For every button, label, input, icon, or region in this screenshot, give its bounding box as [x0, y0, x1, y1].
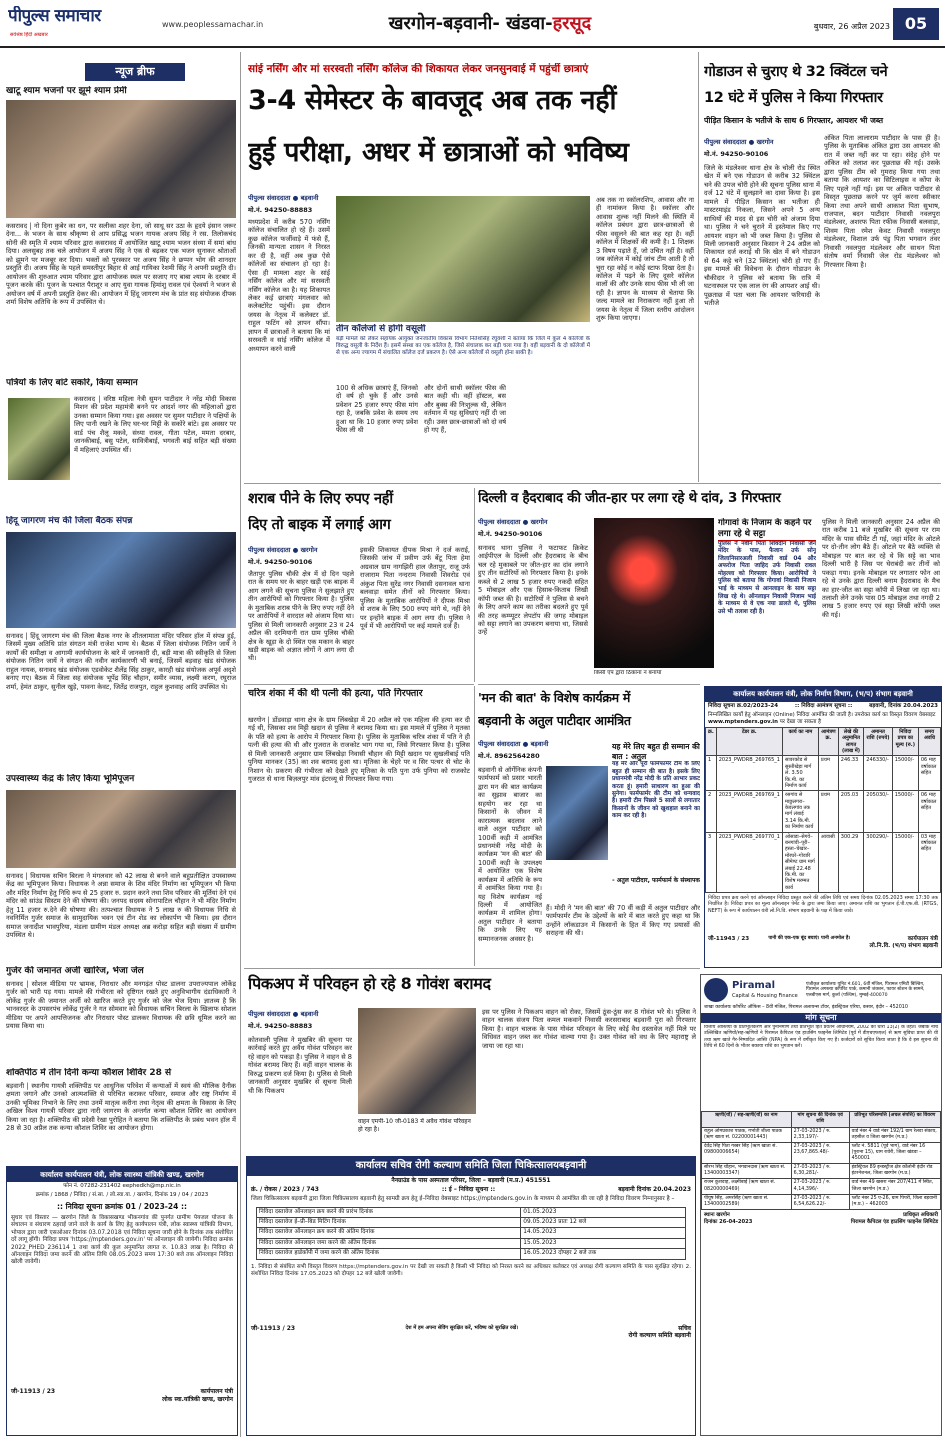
rks-tender-notice [246, 1156, 696, 1436]
theft-subhead: पीड़ित किसान के भतीजे के साथ 6 गिरफ्तार, आयशर भी जब्त [704, 116, 884, 125]
rks-schedule-row [256, 1249, 685, 1259]
pwd-site[interactable]: www.mptenders.gov.in [708, 718, 778, 725]
lead-col-2: 100 से अधिक छात्राएं हैं, जिनको दो वर्ष हो चुके हैं और उनसे प्रवेशन 25 हजार रुपए फीस मांग रहा है, जबकि प्रवेश के समय तय हुआ था कि 10 हजार रुपए प्रवेश फीस ली थी [336, 384, 418, 435]
brief-5-title: गुर्जर की जमानत अर्जी खारिज, भेजा जेल [6, 966, 144, 976]
betting-col-1: सनावद थाना पुलिस ने फटाफट क्रिकेट आईपीएल के दिल्ली और हैदराबाद के बीच चल रहे मुकाबले पर जीत-हार का दांव लगाने हुए तीन सटोरियों को गिरफ्तार किया है। इनके कब्जे से 2 लाख 5 हजार रुपए नकदी सहित 5 मोबाइल और एक हिसाब-किताब लिखी कॉपी जब्त की है। सटोरियों ने पुलिस से बचने के लिए अपने काम का तरीका बदलते हुए पूर्व की तरह कम्प्यूटर लेपटॉप की जगह मोबाइल को सट्टा लगाने का उपकरण बनाया था, जिससे उन्हें [478, 544, 588, 637]
rks-schedule-label: निविदा दस्तावेज ऑनलाइन जमा करने की अंतिम दिनांक [256, 1238, 520, 1248]
pwd-footer-note: पानी की एक-एक बूंद बचाएं। पानी अनमोल है। [768, 936, 851, 942]
rks-schedule-label: निविदा दस्तावेज ऑनलाइन क्रय करने की अंतिम दिनांक [256, 1228, 520, 1238]
pwd-footer-ref: जी-11943 / 23 [708, 936, 750, 943]
phed-tender-title: :: निविदा सूचना क्रमांक 01 / 2023-24 :: [57, 1202, 187, 1212]
lead-col-4: अब तक ना स्कॉलरशिप, आवास और ना ही नामांकन किया है। स्कॉलर और आवास शुल्क नहीं मिलने की स्थिति में कॉलेज प्रबंधन द्वारा छात्र-छात्राओं से फीस वसूलने की बात कह रहा है। वहीं कॉलेज में शिक्षकों की कमी है। 1 शिक्षक 3 विषय पढ़ाते हैं, जो उचित नहीं है। वहीं जब कॉलेज में कोई जांच टीम आती है तो चुरा रहा कोई न कोई स्टाफ दिखा देता है। कॉलेज में पढ़ने के लिए दूसरे कॉलेज वालों की और उनके साथ फीस भी ली जा रही है। ज्ञापन के माध्यम से चेताया कि जल्द मामले का निराकरण नहीं हुआ तो जयस के नेतृत्व में जिला स्तरीय आंदोलन शुरू किया जाएगा। [596, 196, 694, 323]
pwd-cell-fee: 15000/- [892, 791, 918, 832]
suman-patidar-photo [8, 398, 70, 480]
pwd-date: बड़वानी, दिनांक 20.04.2023 [869, 702, 938, 709]
rks-schedule-row [256, 1207, 685, 1217]
piramal-table-header-cell: प्रतिभूत परिसम्पत्ति (अचल संपत्ति) का विवरण [849, 1112, 940, 1127]
pwd-cell-period: 06 माह वर्षाकाल सहित [918, 756, 940, 791]
theft-phone: मो.नं. 94250-90106 [704, 150, 769, 158]
rks-refline [247, 1185, 695, 1195]
pwd-cell-period: 03 माह वर्षाकाल सहित [918, 832, 940, 893]
theft-col-2: अंकित पिता लालाराम पाटीदार के पास ही है। पुलिस के मुताबिक अंकित द्वारा उस आयशर की रात में जब्त नहीं कर पा रहा। संदेह होने पर अंकित को तलाश कर पूछताछ की गई। उसके द्वारा पुलिस टीम को गुमराह किया गया तथा बताया कि आयशर का सिटिलाइस व कोंपा के लिए पहले नहीं गई। इस पर अंकित पाटीदार से विस्तृत पूछताछ करने पर जुर्म करना स्वीकार किया तथा अपने साथी आकाश पिता सुभाष, राजपाल, बदन पाटीदार निवासी नवलपुरा मंडलेश्वर, अशरफ पिता रफीक निवासी बलवाड़ा, शिवम पिता रमेश केवट निवासी नवलपुरा मंडलेश्वर, विशाल उर्फ पंडु पिता भगवान तंवर निवासी नवलपुरा मंडलेश्वर और साथन पिता संतोष वर्मा निवासी जेल रोड मंडलेश्वर को गिरफ्तार किया है। [824, 134, 940, 269]
mann-phone: मो.नं. 8962564280 [478, 752, 540, 760]
piramal-cell-property: प्लॉट नंबर 25 ए-26, ग्राम पिपरी, जिला बड़वानी (म.प्र.) – 462003 [849, 1194, 940, 1209]
theft-byline: पीपुल्स संवाददाता ● खरगोन [704, 138, 774, 146]
pwd-cell-name: ओसाडा–सेगवे–बनगांवी–पूरी–हस्ता–चेखार–मोरघरे–गोवारि सीमेण्ट ग्राम मार्ग लंबाई 22.48 कि.मी. का विशेष मरम्मत कार्य [782, 832, 818, 893]
pwd-cell-emd: 205030/- [864, 791, 892, 832]
betting-byline: पीपुल्स संवाददाता ● खरगोन [478, 518, 548, 526]
rks-schedule-label: निविदा दस्तावेज ऑनलाइन क्रय करने की प्रारंभ दिनांक [256, 1207, 520, 1217]
rks-notes: 1. निविदा से संबंधित सभी विस्तृत विवरण https://mptenders.gov.in पर देखी जा सकती है किसी भी निविदा को निरस्त करने का अधिकार कलेक्टर एवं अध्यक्ष रोगी कल्याण समिति के पास सुरक्षित रहेगा। 2. संशोधित निविदा दिनांक 17.05.2023 को दोपहर 12 बजे खोली जावेगी। [251, 1263, 691, 1277]
piramal-brand-sub: Capital & Housing Finance [732, 993, 798, 1000]
rks-schedule-label: निविदा दस्तावेज ई–प्री–बिड मिटिंग दिनांक [256, 1217, 520, 1227]
pickup-byline: पीपुल्स संवाददाता ● बड़वानी [248, 1010, 319, 1018]
piramal-cell-demand: 27-03-2023 / रु. 6,30,281/- [791, 1164, 849, 1179]
atul-patidar-photo [546, 766, 608, 860]
betting-headline: दिल्ली व हैदराबाद की जीत-हार पर लगा रहे थे दांव, 3 गिरफ्तार [478, 490, 781, 506]
piramal-cell-demand: 27-03-2023 / रु. 6,54,626.22/- [791, 1194, 849, 1209]
brief-4-body: सनावद | विधायक सचिन बिरला ने मंगलवार को 42 लाख से बनने वाले बहुप्रतीक्षित उपस्वास्थ्य केंद्र का भूमिपूजन किया। विधायक ने अन्ना समाज के शिव मंदिर निर्माण का भूमिपूजन भी किया और मंदिर निर्माण हेतु निधि रूप से 25 हजार रु. प्रदान करने तथा शिव परिवार की मूर्तियां देने एवं मंदिर को सांउंड सिस्टम देने की घोषणा की। जनपद सदस्य सोनापाटिल चौहान ने भी मंदिर निर्माण हेतु 11 हजार रु.देने की घोषणा की। तत्पश्चात विधायक ने 5 लाख रु की विधायक निधि से नवनिर्मित गुर्जर समाज के सामुदायिक भवन एवं टीन शेड का लोकार्पण भी किया। इस दौरान समाज जनादीश भावपुरिया, मंडला ग्रामीण मंडल अध्यक्ष अब्र करोड़ा सहित बड़ी संख्या में ग्रामीण उपस्थित थे। [6, 872, 236, 940]
pwd-intro-text: निम्नलिखित कार्यों हेतु ऑनलाइन (Online) निविदा आमंत्रित की जाती है। उपरोक्त कार्य का विस्तृत विवरण वेबसाइट [708, 711, 936, 718]
pwd-cell-no: 3 [706, 832, 717, 893]
column-rule [474, 686, 475, 966]
piramal-address: पंजीकृत कार्यालयः यूनिट नं.601, 6वीं मंजिल, पिरामल एमिटी बिल्डिंग, पिरामल अगस्त्या कॉर्पोरेट पार्क, कमानी जंक्शन, फायर स्टेशन के सामने, एलबीएस मार्ग, कुर्ला (पश्चिम), मुम्बई-400070 [806, 981, 925, 998]
mann-headline-line1: 'मन की बात' के विशेष कार्यक्रम में [478, 690, 631, 705]
rks-footer-note: देश में हम अपना सेविंग सुरक्षित करें, भविष्य को सुरक्षित रखें। [405, 1324, 519, 1331]
section-rule [478, 684, 700, 685]
section-rule [244, 968, 700, 969]
bike-col-1: जैतापुर पुलिस चौकी क्षेत्र में दो दिन पहले रात के समय घर के बाहर खड़ी एक बाइक में आग लगने की सूचना पुलिस ने सुलझाते हुए तीन आरोपियों को गिरफ्तार किया है। पुलिस के मुताबिक शराब पीने के लिए रुपए नहीं देने पर आरोपियों ने वारदात को अंजाम दिया था। पुलिस से मिली जानकारी अनुसार 23 व 24 अप्रैल की दरमियानी रात ग्राम पुलिस चौकी क्षेत्र के खूड़ा के दो स्थित एक मकान के बाहर खड़ी बाइक को अज्ञात लोगों ने आग लगा दी थी। [248, 570, 354, 663]
pwd-table-header-cell: निविदा प्रपत्र का मूल्य (रु.) [892, 727, 918, 756]
piramal-body: वित्तीय आस्तियों के प्रतिभूतिकरण और पुनर्निर्माण तथा प्रतिभूति हित प्रवर्तन अधिनियम, 2002 की धारा 13(2) के तहत। जबकि नीचे उल्लिखित ऋणियों/सह-ऋणियों ने पिरामल कैपिटल एंड हाउसिंग फाइनेंस लिमिटेड (पूर्व में डीएचएफएल) से ऋण सुविधा प्राप्त की थी तथा ऋण खाते गैर-निष्पादित आस्ति (NPA) के रूप में वर्गीकृत किए गए हैं। कर्जदारों को सूचित किया जाता है कि वे इस सूचना की तिथि से 60 दिनों के भीतर बकाया राशि का भुगतान करें। [704, 1025, 938, 1049]
rks-schedule-value: 01.05.2023 [521, 1207, 686, 1217]
pwd-tender-head: कार्यालय कार्यपालन यंत्री, लोक निर्माण विभाग, (भ/प) संभाग बड़वानी [705, 687, 941, 702]
bhajan-photo [6, 100, 236, 218]
rks-intro: जिला चिकित्सालय बड़वानी द्वारा जिला चिकित्सालय बड़वानी हेतु सामग्री क्रय हेतु ई–निविदा वेबसाइट https://mptenders.gov.in के माध्यम से आमंत्रित की जा रही है निविदा विवरण निम्नानुसार है – [251, 1196, 675, 1203]
mann-quote-head: यह मेरे लिए बहुत ही सम्मान की बात : अतुल [612, 742, 700, 761]
phed-tender-ref: क्रमांक / 1868 / निविदा / सं.सा. / लो.स्वा.या. / खरगोन, दिनांक 19 / 04 / 2023 [35, 1192, 209, 1199]
pwd-cell-name: सावरकोड से सुस्तीखेड़ा मार्ग लं. 3.50 कि.मी. का निर्माण कार्य [782, 756, 818, 791]
piramal-notice-title: मांग सूचना [701, 1013, 941, 1023]
pwd-intro [705, 711, 941, 727]
pickup-col-2: इस पर पुलिस ने पिकअप वाहन को रोका, जिसमें ठूंस-ठूंस कर 8 गोवंश भरे थे। पुलिस ने वाहन चालक संजय पिता कमल मकवाने निवासी करसराबाद बड़वानी पुरा को गिरफ्तार किया है। वाहन चालक के पास गोवंश परिवहन के लिए कोई वैध दस्तावेज नहीं मिले पर विधिवत वाहन जब्त कर गोवंश वाल्मा गया है। उक्त गोवंश को वध के लिए महाराष्ट्र ले जाया जा रहा था। [482, 1008, 696, 1050]
bike-col-2: इसकी शिकायत दीपक मिश्रा ने दर्ज कराई, जिसकी जांच में प्रवीण उर्फ बेंटू पिता हेमा अग्रवाल ग्राम नागझिरी हाल जैतापुर, राजू उर्फ राजाराम पिता नन्दराम निवासी शिवरोड एवं अंकुश पिता सुरेंद्र नगर निवासी दसनावल थाना बलवाड़ा समेत तीनों को गिरफ्तार किया। पुलिस के मुताबिक आरोपियों ने दीपक मिश्रा से शराब के लिए 500 रुपए मांगे थे, नहीं देने पर इन्होंने बाइक में आग लगा दी। पुलिस ने पूर्व में भी आरोपियों पर कई मामले दर्ज हैं। [360, 546, 470, 630]
pwd-table-header-cell: कार्य का नाम [782, 727, 818, 756]
piramal-cell-names: राजन कुशवाह, लक्ष्मीबाई (ऋण खाता सं. 08200000469) [702, 1179, 792, 1194]
pwd-cell-fee: 15000/- [892, 756, 918, 791]
brief-1-head [6, 86, 236, 100]
pwd-table-header-cell: टेंडर क्र. [716, 727, 782, 756]
pwd-table-row [706, 791, 941, 832]
piramal-signer-office: पिरामल कैपिटल एंड हाउसिंग फाइनेंस लिमिटेड [850, 1218, 938, 1225]
rks-schedule-value: 09.05.2023 प्रातः 12 बजे [521, 1217, 686, 1227]
piramal-table-row [702, 1142, 941, 1163]
piramal-table-row [702, 1194, 941, 1209]
brand-logo: पीपुल्स समाचार [8, 6, 101, 26]
students-photo [336, 196, 590, 322]
pwd-cell-fee: 15000/- [892, 832, 918, 893]
lead-col-3: और दोनों साथी स्कॉलर फीस की बात कही थी। वहीं हॉस्टल, बस और बुक्स की निःशुल्क थी, लेकिन वर्तमान में यह सुविधाएं नहीं दी जा रही। उक्त छात्र-छात्राओं को दो वर्ष हो गए हैं, [424, 384, 506, 435]
piramal-cell-property: वार्ड नंबर 4 वार्ड नंबर 192/1 ग्राम रेलवा संकाय, तहसील व जिला खरगोन (म.प्र.) [849, 1127, 940, 1142]
piramal-table-header-row [702, 1112, 941, 1127]
piramal-cell-property: प्लॉट नं. 5811 (पूर्व भाग), वार्ड नंबर 16 (पुराना 15), ग्राम रावेरी, जिला खंडवा – 450001 [849, 1142, 940, 1163]
betting-sidebar-body: पुलिस ने नवीन पिता शिवदीन निवासी जैन मंदिर के पास, फैजान उर्फ सोनू जिलानिसारअली निवासी वार्ड 04 और अफरोज पिता जाहिद उर्फ निवासी रावल मोहल्ला को गिरफ्तार किया। आरोपियों ने पुलिस को बताया कि गोगावां निवासी निजाम भाई के माध्यम से आनलाइन के साथ सट्टा लिख रहे थे। ऑनलाइन निवासी निजाम भाई के माध्यम से वे एक नया डालते थे, पुलिस उसे भी तलाश रही है। [718, 540, 816, 615]
betting-photo-caption: किसी एप द्वारा ठिकाना न बनाया [594, 670, 662, 676]
lead-headline-line1: 3-4 सेमेस्टर के बावजूद अब तक नहीं [248, 85, 617, 116]
rks-schedule-row [256, 1238, 685, 1248]
pwd-table-header-cell: लेखे की अनुमानित लागत (लाख में) [838, 727, 863, 756]
murder-title: चरित्र शंका में की थी पत्नी की हत्या, पति गिरफ्तार [248, 688, 423, 699]
cricket-betting-photo [594, 518, 714, 668]
brief-3-title: हिंदू जागरण मंच की जिला बैठक संपन्न [6, 516, 133, 526]
betting-sidebar-head: गोगावां के निजाम के कहने पर लगा रहे थे सट्टा [718, 518, 816, 541]
bike-headline-line1: शराब पीने के लिए रुपए नहीं [248, 491, 393, 507]
phed-tender-body: सुधार एवं विस्तार — खरगोन जिले के विकासखण्ड भीकनगांव की पुनर्गत ग्रामीण पेयजल योजना के संचालन व संधारण ठहराई जाने वाले के कार्य के लिए हेतु कार्यपालन यंत्री, लोक स्वास्थ्य यांत्रिकी विभाग, भोपाल द्वारा जारी एसओआर दिनांक 03.07.2018 एवं निविदा सूचना जारी होने के दिनांक तक संशोधित दरें लागू होंगी। निविदा प्रपत्र 'https://mptenders.gov.in' पर ऑनलाइन की जायेगी। निविदा क्रमांक 2022_PHED_236114_1 तथा कार्य की कुल अनुमानित लागत रु. 10.83 लाख है। निविदा से ऑनलाइन निविदा जमा करने की अंतिम तिथि 08.05.2023 समय 17:30 बजे तक ऑनलाइन निविदा खोली जावेगी। [11, 1214, 233, 1266]
pwd-table-header-cell: क्र. [706, 727, 717, 756]
pwd-title: :: निविदा आमंत्रण सूचना :: [794, 702, 853, 709]
piramal-brand-name: Piramal [732, 980, 776, 992]
piramal-cell-names: राहुल ओमप्रकाश पाठक, गर्भाती शीला पाठक (ऋण खाता सं. 02200001443) [702, 1127, 792, 1142]
piramal-table [701, 1111, 941, 1210]
brand-url[interactable]: www.peoplessamachar.in [162, 20, 264, 29]
section-rule [244, 684, 474, 685]
piramal-signer [851, 1212, 938, 1225]
masthead [0, 0, 945, 48]
piramal-cell-demand: 27-03-2023 / रु. 2,33,197/- [791, 1127, 849, 1142]
pwd-cell-code: आवासी [818, 832, 838, 893]
pwd-cell-tender: 2023_PWDRB_269769_1 [716, 791, 782, 832]
page-number: 05 [893, 8, 939, 40]
pwd-table-header-row [706, 727, 941, 756]
piramal-table-row [702, 1164, 941, 1179]
brief-6-body: बड़वानी | स्थानीय गायत्री शक्तिपीठ पर आधुनिक परिवेश में कन्याओं में स्वयं की मौलिक दैनीक क्षमता जगाने और उनको आत्मशक्ति से परिचित कराकर परिवार, समाज और राष्ट्र निर्माण में उनकी भूमिका निभाने के लिए तथा उनमें मातृत्व करीना तथा नेतृत्व की क्षमता के विकास के लिए अखिल विश्व गायत्री परिवार द्वारा नारी जागरण के अन्तर्गत कन्या कौशल शिविर का आयोजन किया जा रहा है। शक्तिपीठ की प्रदेसी रेखा पुरोहित ने बताया कि शक्तिपीठ के प्रबंध भवन हॉल में 28 से 30 अप्रैल तक कन्या कौशल शिविर का आयोजन होगा। [6, 1082, 236, 1133]
piramal-table-header-cell: ऋणी(यों) / सह-ऋणी(यों) का नाम [702, 1112, 792, 1127]
pwd-signer-office: लो.नि.वि. (भ/प) संभाग बड़वानी [869, 943, 938, 950]
mann-byline: पीपुल्स संवाददाता ● बड़वानी [478, 740, 549, 748]
pwd-table-header-cell: समय अवधि [918, 727, 940, 756]
piramal-cell-names: सौरभ सिंह चौहान, भगवानदास (ऋण खाता सं. 13400003347) [702, 1164, 792, 1179]
brief-4-title: उपस्वास्थ्य केंद्र के लिए किया भूमिपूजन [6, 774, 135, 784]
mann-headline-line2: बड़वानी के अतुल पाटीदार आमंत्रित [478, 713, 631, 728]
phed-signer-office: लोक स्वा.यांत्रिकी खण्ड, खरगोन [162, 1395, 233, 1403]
piramal-cell-property: इंडस्ट्रियल 89 इन्डस्ट्रीज क्षेत्र कॉलोनी इंदौर रोड इंटरनेशनल, जिला खरगोन (म.प्र.) [849, 1164, 940, 1179]
lead-col-1: मध्यप्रदेश में करीब 570 नर्सिंग कॉलेज संचालित हो रहे हैं। उसमें कुछ कॉलेज फर्जीवाड़े में फंसे हैं, जिनकी मान्यता शासन ने निरस्त कर दी है, वहीं अब कुछ ऐसे कॉलेजों का संचालन हो रहा है। ऐसा ही मामला शहर के सांई नर्सिंग कॉलेज और मां सरस्वती नर्सिंग कॉलेज का है। यह शिकायत लेकर कई छात्राएं मंगलवार को कलेक्टोरेट पहुंचीं। इस दौरान जयस के नेतृत्व में कलेक्टर डॉ. राहुल फटिंग को ज्ञापन सौंपा। ज्ञापन में छात्राओं ने बताया कि मां सरस्वती व सांई नर्सिंग कॉलेज में अध्यापन करने वाली [248, 218, 330, 353]
pwd-cell-cost: 246.33 [838, 756, 863, 791]
piramal-table-row [702, 1179, 941, 1194]
pwd-table-header-cell: अमानत राशि (रुपये) [864, 727, 892, 756]
rks-signer [628, 1325, 691, 1340]
column-rule [474, 488, 475, 682]
pwd-tender-table [705, 727, 941, 893]
phed-signer-title: कार्यपालन यंत्री [200, 1387, 233, 1395]
piramal-footer [701, 1210, 941, 1227]
rks-schedule-label: निविदा दस्तावेज हार्डकॉपी में जमा करने की अंतिम दिनांक [256, 1249, 520, 1259]
bike-headline-line2: दिए तो बाइक में लगाई आग [248, 517, 391, 533]
pwd-cell-code: प्रथम [818, 756, 838, 791]
lead-photo-caption [336, 324, 590, 380]
rks-ref: क्रं. / रोकस / 2023 / 743 [251, 1186, 319, 1194]
pwd-tender-refline [705, 702, 941, 711]
pwd-site-suffix: पर देखा जा सकता है [779, 718, 822, 725]
pwd-table-row [706, 756, 941, 791]
lead-caption-body: बड़ी मामले को लेकर सहायक आयुक्त जनजातीय विकास विभाग नितेशसिंह रघुवंशी ने बताया कि जिले में कुल 4 कॉलेजों के विरुद्ध वसूली के निर्देश हैं। इसमें संस्था का एक कॉलेज है, जिसे संचालक कर बड़ी चला गया है। वहीं बड़वानी के दो कॉलेजों में से एक अन्य ज्यागम में संचालित कॉलेज दर्ज प्रकरण है। ऐसे अन्य कॉलेजों से वसूली होना बाकी है। [336, 335, 590, 356]
brief-1-body: कसरावद | नो दिना कुबेर का धन, पर सलीका शहर देना, जो साधू सर उठा के हृदये इंसान जरूर देना... के भजन के साथ श्रीकृष्ण से आप प्रसिद्ध भजन गायक अजय सिंह ने रस. तिलोकचंद सोनी की स्मृति में श्याम परिवार द्वारा कसरावद में आयोजित खाटू श्याम भजन संध्या में समां बांध दिया। अलसुबह तक चले आयोजन में अजय सिंह ने एक से बढ़कर एक भजन सुनाकर श्रोताओं को झूमने पर मजबूर कर दिया। भक्तों को पुरस्कार पर अजय सिंह ने छप्पन भोग की शानदार प्रस्तुति दी। अजय सिंह के पहले समस्तीपुर बिहार से आई गायिका रेशमी सिंह ने अपनी प्रस्तुति दी। आयोजन की शुरुआत श्याम परिवार द्वारा आयोजक स्थल पर सजाए गए बाबा श्याम के दरबार में पूजन करके की। पूजन के पश्चात पैराशूर व आए युवा गायक हिमांशु रावल एवं ऐश्वर्या ने भजन से अयोजन वर्ष में अपनी प्रस्तुति देकर की। आयोजन में हिंदू जागरण मंच के प्रांत सह संयोजक दीपक शर्मा विशेष अतिथि के रूप में उपस्थित थे। [6, 222, 236, 306]
column-rule [240, 52, 241, 1437]
lead-phone: मो.नं. 94250-88883 [248, 206, 313, 214]
lead-byline: पीपुल्स संवाददाता ● बड़वानी [248, 194, 319, 202]
rks-address: नैनग्राउंड के पास अस्पताल परिसर, जिला – बड़वानी (म.प्र.) 451551 [391, 1176, 551, 1184]
piramal-cell-demand: 27-03-2023 / रु. 4,14,396/- [791, 1179, 849, 1194]
news-brief-label: न्यूज ब्रीफ [85, 63, 185, 81]
section-rule [244, 483, 941, 484]
piramal-brand [732, 980, 802, 999]
jagran-manch-photo [6, 532, 236, 628]
pickup-phone: मो.नं. 94250-88883 [248, 1022, 313, 1030]
brief-3-body: सनावद | हिंदू जागरण मंच की जिला बैठक नगर के शीतलामाता मंदिर परिसर हॉल में संपन्न हुई, जिसमें मुख्य अतिथि प्रांत संगठन मंत्री राजेश भाग्य थे। बैठक में जिला संयोजक नितिन जायें ने कार्यों की समीक्षा व आगामी कार्ययोजना के बारे में जानकारी दी, बड़ी मात्रा की स्वीकृति से जिला संयोजक नितिन जायें ने संगठन की नवीन कार्यकारणी भी बनाई, जिसमें बड़वाह खंड संयोजक राहुल नायक, सनावद खंड संयोजक एडवोकेट शैलेंद्र सिंह ठाकुर, कारही खंड संयोजक अपूर्व अदृशे बनाए गए। बैठक में जिला सह संयोजक भूपेंद्र सिंह चौहान, समीर व्यास, लक्ष्मी करण, रघुराज शर्मा, हेमंत ठाकुर, सुनील खुड़े, पावना केवट, जितेंद्र राजपुत, राहुल कुशवाह आदि उपस्थित थे। [6, 632, 236, 691]
rks-signer-office: रोगी कल्याण समिति बड़वानी [628, 1332, 691, 1340]
pwd-cell-no: 1 [706, 756, 717, 791]
rks-schedule-row [256, 1217, 685, 1227]
theft-col-1: जिले के मंडलेश्वर थाना क्षेत्र के चोली रोड स्थित खेत में बने एक गोडाउन से करीब 32 क्विंटल चने की उपज चोरी होने की सूचना पुलिस थाना में दर्ज 12 घंटे में सुलझाने का दावा किया है। इस मामले में पीड़ित किसान का भतीजा ही मास्टरमाइंड निकला, जिसने अपने 5 अन्य साथियों की मदद से इस चोरी को अंजाम दिया था। पुलिस ने चने चुराने में इस्तेमाल किए गए आयशर वाहन को भी जब्त किया है। पुलिस से मिली जानकारी अनुसार किसान ने 24 अप्रैल को शिकायत दर्ज कराई थी कि खेत में बने गोडाउन से 64 कट्टे चने (32 क्विंटल) चोरी हो गए हैं। इस मामले की विवेचना के दौरान गोडाउन के चौकीदार ने पुलिस को बताया कि रात्रि में घटनास्थल पर एक लाल रंग की आयशर आई थी। पूछताछ में पता चला कि आयशर फरियादी के भतीजे [704, 164, 820, 307]
piramal-place: स्थानः खरगोन [704, 1211, 730, 1218]
pwd-ref-no: निविदा सूचना क्र.02/2023-24 [708, 702, 779, 709]
brief-5-body: सनावद | सोशल मीडिया पर भ्रामक, निराधार और मनगढ़ंत पोस्ट डालना उपराज्यपाल लोकेंद्र गुर्जर को भारी पड़ गया। मामले की गंभीरता को दृष्टिगत रखते हुए अनुविभागीय दंडाधिकारी ने लोकेंद्र गुर्जर की जमानत अर्जी को खारिज करते हुए गुर्जर को जेल भेज दिया। ज्ञातव्य है कि भानवरदर के उपसरपंच लोकेंद्र गुर्जर ने गत सोमवार को विधायक सचिन बिरला के खिलाफ सोशल मीडिया पर अपने आपत्तिजनक और निराधार पोस्ट डालकर विधायक की छवि धूमिल करने का प्रयास किया था। [6, 980, 236, 1031]
piramal-branch: शाखा कार्यालयः कॉर्पोरेट ऑफिस – 8वीं मंजिल, पिरामल अलायन्स टॉवर, इंडस्ट्रियल एरिया, कसार, इंदौर – 452010 [704, 1005, 908, 1010]
section-title-main: खरगोन-बड़वानी- खंडवा- [388, 13, 553, 34]
phed-tender-phone: फोन नं. 07282-231402 eephedkh@mp.nic.in [63, 1183, 181, 1190]
piramal-cell-property: वार्ड नंबर 49 खसरा नंबर 207/411 में स्थित, जिला खरगोन (म.प्र.) [849, 1179, 940, 1194]
rks-title: :: ई – निविदा सूचना :: [441, 1186, 496, 1194]
piramal-demand-notice [700, 974, 942, 1436]
rks-date: बड़वानी दिनांक 20.04.2023 [618, 1186, 691, 1194]
pwd-cell-period: 06 माह वर्षाकाल सहित [918, 791, 940, 832]
piramal-header [701, 975, 941, 1005]
pwd-cell-code: प्रथम [818, 791, 838, 832]
brief-2-body: कसरावद | वरिष्ठ महिला नेत्री सुमन पाटीदार ने नरेंद्र मोदी विकास मिशन की प्रदेश महामंत्री बनने पर आदर्श नगर की महिलाओं द्वारा उनका सम्मान किया गया। इस अवसर पर सुमन पाटीदार ने पक्षियों के लिए पानी रखने के लिए घर-घर मिट्टी के सकोरे बांटे। इस अवसर पर वार्ड पंच शैलू मकवे, संध्या रावल, गीता पटेल, ममता दरबार, जानकीबाई, बसु पटेल, सावित्रीबाई, भगवती बाई सहित बड़ी संख्या में महिलाएं उपस्थित थीं। [74, 395, 236, 454]
pwd-note: निविदा प्रपत्र क्रय करने एवं ऑनलाइन निविदा प्रस्तुत करने की अंतिम तिथि एवं समय दिनांक 02.05.2023 समय 17:30 तक निर्धारित है। निविदा प्रपत्र का मूल्य ऑनलाइन पेमेंट के द्वारा जमा किया जाए। अमानत राशि का भुगतान ई.पी.एफ.बी. (RTGS, NEFT) के रूप में कार्यपालन यंत्री लो.नि.वि. संभाग बड़वानी के पक्ष में किया जावे। [708, 895, 938, 914]
brand-tagline: सर्वश्रेष्ठ हिंदी अखबार [10, 32, 48, 38]
issue-date: बुधवार, 26 अप्रैल 2023 [813, 22, 890, 31]
section-title [340, 12, 640, 38]
betting-col-2: पुलिस ने मिली जानकारी अनुसार 24 अप्रैल की रात करीब 11 बजे मुखबिर की सूचना पर राम मंदिर के पास सीमेंट टी गई, जहां मंदिर के ओटले पर दो-तीन लोग बैठे हैं। ओटले पर बैठे व्यक्ति से मोबाइल पर बात कर रहे थे कि सट्टे का भाव दिल्ली भारी है जिस पर घेराबंदी कर तीनों को पकड़ा गया। इनके मोबाइल पर लगातार फोन आ रहे थे उनके द्वारा दिल्ली बनाम हैदराबाद के मैच का हार-जीत का सट्टा कॉपी में लिखा जा रहा था। तलाशी लेने उनके पास 05 मोबाइल तथा नगदी 2 लाख 5 हजार रुपए एवं सट्टा लिखी कॉपी जब्त की गई। [822, 518, 940, 619]
bike-phone: मो.नं. 94250-90106 [248, 558, 313, 566]
lead-caption-head: तीन कॉलेजों से होगी वसूली [336, 324, 426, 334]
rks-signer-title: सचिव [678, 1324, 691, 1332]
phed-tender-head: कार्यालय कार्यपालन यंत्री, लोक स्वास्थ्य यांत्रिकी खण्ड, खरगोन [7, 1167, 237, 1182]
rks-schedule-value: 14.05.2023 [521, 1228, 686, 1238]
mann-quote-box [612, 742, 700, 902]
pwd-footer [705, 935, 941, 951]
lead-headline-line2: हुई परीक्षा, अधर में छात्राओं को भविष्य [248, 137, 629, 168]
bike-byline: पीपुल्स संवाददाता ● खरगोन [248, 546, 318, 554]
mann-col-1: बड़वानी से ऑर्गेनिक कंपनी फार्मफार्म को प्रसार भारती द्वारा मन की बात कार्यक्रम का सुझाव बाजार का सहयोग कर रहा था किसानों के जीवन में कारात्मक बदलाव लाने वाले अतुल पाटीदार को 100वीं कड़ी में आमंत्रित प्रधानमंत्री नरेंद्र मोदी के कार्यक्रम 'मन की बात' की 100वीं कड़ी के उपलक्ष्य में आयोजित एक विशेष कार्यक्रम में अतिथि के रूप में आमंत्रित किया गया है। यह विशेष कार्यक्रम नई दिल्ली में आयोजित कार्यक्रम में शामिल होगा। अतुल पाटीदार ने बताया कि उनके लिए यह सम्मानजनक अवसर है। [478, 766, 542, 943]
rks-footer [247, 1324, 695, 1341]
piramal-cell-names: देवेंद्र सिंह पिता गब्बर सिंह (ऋण खाता सं. 09800006654) [702, 1142, 792, 1163]
pwd-signer-title: कार्यपालन यंत्री [907, 936, 938, 943]
bhoomipujan-photo [6, 790, 236, 868]
brief-6-title: शक्तिपीठ में तीन दिनी कन्या कौशल शिविर 28 से [6, 1068, 172, 1078]
mann-quote-body: यह मेरे और पूरी फार्मफार्मर टीम के लिए बहुत ही सम्मान की बात है। इसके लिए प्रधानमंत्री नरेंद्र मोदी के प्रति आभार प्रकट करता हूं। हमारी साधारण का हुआ की सुनेगा। फार्मफार्मर की टीम को धन्यवाद है। हमारी टीम पिछले 5 सालों से लगातार किसानों के जीवन को खुशहाल बनाने का काम कर रही है। [612, 761, 700, 820]
pickup-vehicle-photo [358, 1008, 476, 1114]
pickup-col-1: कोतवाली पुलिस ने मुखबिर की सूचना पर कार्रवाई करते हुए अवैध गोवंश परिवहन कर रहे वाहन को पकड़ा है। पुलिस ने वाहन से 8 गोवंश बरामद किए हैं। वहीं वाहन चालक के विरुद्ध प्रकरण दर्ज किया है। पुलिस से मिली जानकारी अनुसार मुखबिर से सूचना मिली थी कि पिकअप [248, 1036, 352, 1095]
pwd-cell-no: 2 [706, 791, 717, 832]
piramal-cell-names: पीयूष सिंह, अमरसिंह (ऋण खाता सं. 13400002589) [702, 1194, 792, 1209]
pwd-cell-cost: 205.03 [838, 791, 863, 832]
mann-col-2: हैं। मोदी ने 'मन की बात' की 70 वीं कड़ी में अतुल पाटीदार और फार्मफार्मर टीम के उद्देश्यों के बारे में बात करते हुए कहा था कि उन्होंने लॉकडाउन में किसानों के हित में किए गए प्रयासों की सराहना की थी। [546, 904, 700, 938]
mann-quote-sign: - अतुल पाटीदार, फार्मफार्म के संस्थापक [612, 877, 700, 885]
pickup-headline: पिकअप में परिवहन हो रहे 8 गोवंश बरामद [248, 974, 491, 993]
piramal-logo-icon [704, 978, 728, 1002]
rks-schedule-table [256, 1207, 686, 1260]
phed-signer [162, 1388, 233, 1403]
betting-sidebar [718, 518, 816, 682]
rks-tender-head: कार्यालय सचिव रोगी कल्याण समिति जिला चिकित्सालयबड़वानी [247, 1157, 695, 1176]
pwd-cell-name: रसगांव से माछुलगरा–केवलगांव तक मार्ग लंबाई 3.14 कि.मी. का निर्माण कार्य [782, 791, 818, 832]
pwd-cell-tender: 2023_PWDRB_269770_1 [716, 832, 782, 893]
rks-schedule-value: 16.05.2023 दोपहर 2 बजे तक [521, 1249, 686, 1259]
piramal-place-date [704, 1212, 752, 1225]
rks-schedule-value: 15.05.2023 [521, 1238, 686, 1248]
phed-tender-notice [6, 1166, 238, 1436]
brief-2-title: पत्रियों के लिए बांटे सकोरे, किया सम्मान [6, 378, 138, 388]
pwd-cell-cost: 300.29 [838, 832, 863, 893]
lead-kicker: सांई नर्सिंग और मां सरस्वती नर्सिंग कॉलेज की शिकायत लेकर जनसुनवाई में पहुंचीं छात्राएं [248, 63, 589, 75]
piramal-cell-demand: 27-03-2023 / रु. 23,67,865.48/- [791, 1142, 849, 1163]
brief-1-title: खाटू श्याम भजनों पर झूमे श्याम प्रेमी [6, 86, 127, 96]
rks-footer-ref: जी-11913 / 23 [251, 1324, 296, 1332]
pwd-cell-emd: 300290/- [864, 832, 892, 893]
betting-phone: मो.नं. 94250-90106 [478, 530, 543, 538]
rks-schedule-row [256, 1228, 685, 1238]
pwd-tender-notice [704, 686, 942, 968]
pwd-table-row [706, 832, 941, 893]
theft-headline-line2: 12 घंटे में पुलिस ने किया गिरफ्तार [704, 90, 883, 106]
piramal-table-header-cell: मांग सूचना की दिनांक एवं राशि [791, 1112, 849, 1127]
pickup-photo-caption: वाहन एमपी-10 जी-0183 में अवैध गोवंश परिवहन हो रहा है। [358, 1118, 471, 1133]
column-rule [698, 52, 699, 482]
phed-footer-ref: जी-11913 / 23 [11, 1387, 56, 1395]
pwd-table-header-cell: आमंत्रण क्र. [818, 727, 838, 756]
piramal-signer-title: प्राधिकृत अधिकारी [903, 1211, 938, 1218]
phed-tender-footer [7, 1386, 237, 1405]
theft-headline-line1: गोडाउन से चुराए थे 32 क्विंटल चने [704, 64, 888, 80]
piramal-table-row [702, 1127, 941, 1142]
piramal-date: दिनांकः 26-04-2023 [704, 1218, 753, 1225]
pwd-signer [870, 936, 938, 950]
murder-body: खरगोन | डोंडवाड़ा थाना क्षेत्र के ग्राम लिंबखेड़ा में 20 अप्रैल को एक महिला की हत्या कर दी गई थी, जिसका शव मिट्टी खदान से पुलिस ने बरामद किया था। इस मामले में पुलिस ने मृतका के पति को हत्या के आरोप में गिरफ्तार किया है। पुलिस के मुताबिक चरित्र शंका में पति ने ही पत्नी की हत्या की थी और गुजरात के राजकोट भाग गया था, जिसे गिरफ्तार किया है। पुलिस से मिली जानकारी अनुसार ग्राम लिंबखेड़ा निवासी चौहान की मिट्टी खदान पर सुखलीबाई पति पुनिया मानकर (35) का शव बरामद हुआ था। मृतिका के चेहरे पर व सिर पत्थर से चोट के निशान थे। प्रकरण की गंभीरता को देखते हुए मृतिका के पति पुना उर्फ पुनिया को राजकोट गुजरात से थाना बिज़लपुर मांव इंटरव्यू से गिरफ्तार किया गया। [248, 716, 470, 784]
pwd-cell-emd: 246330/- [864, 756, 892, 791]
section-title-highlight: हरसूद [552, 13, 592, 34]
pwd-cell-tender: 2023_PWDRB_269765_1 [716, 756, 782, 791]
